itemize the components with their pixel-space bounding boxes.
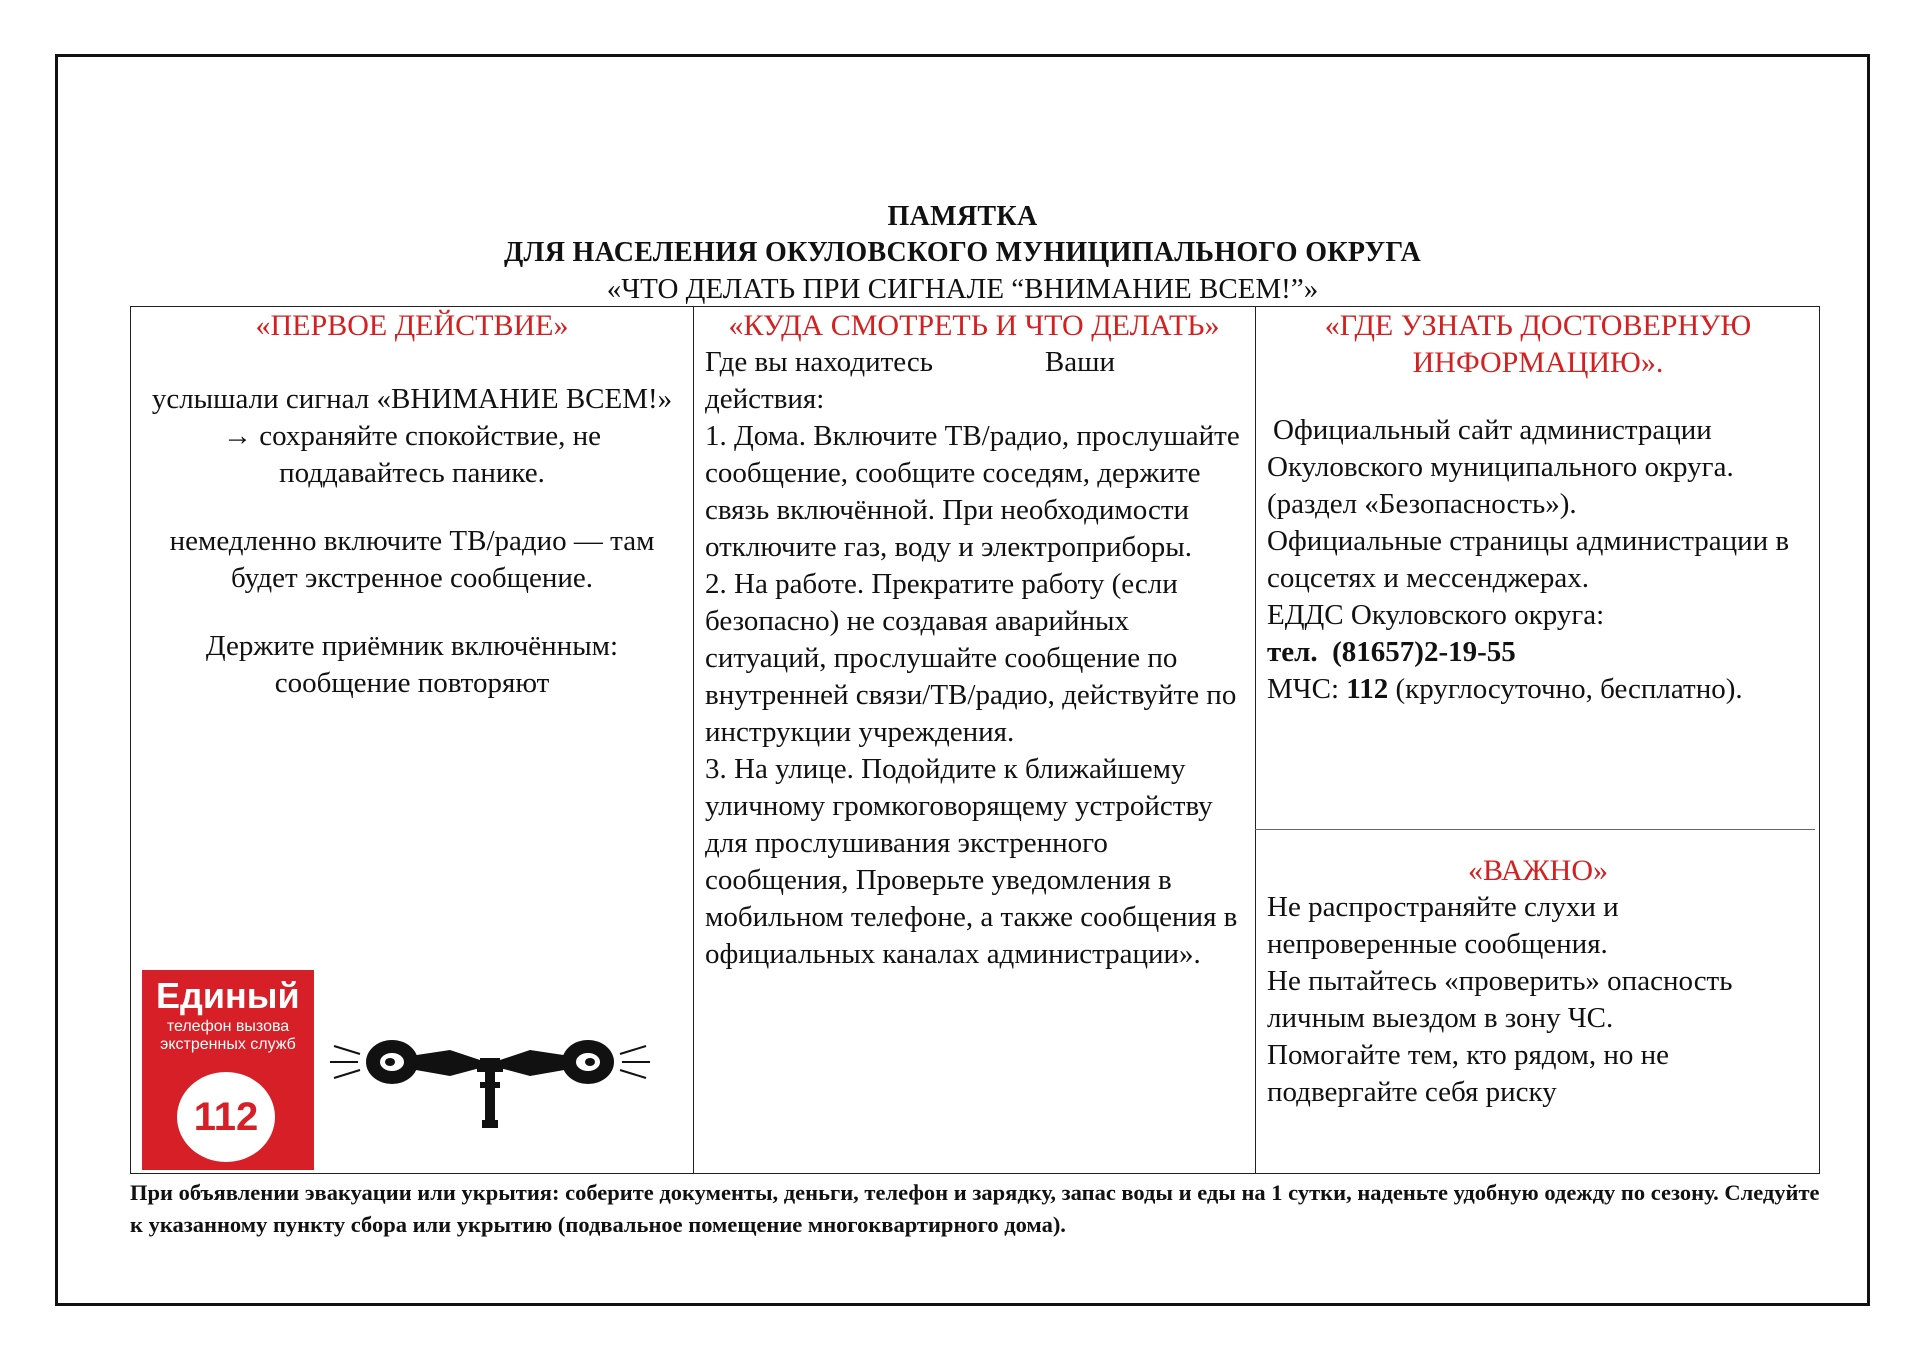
- badge-caption-line1: телефон вызова: [166, 1018, 290, 1035]
- reliable-info-column: [1255, 307, 1821, 1108]
- social-pages-text: Официальные страницы администрации в соцсетях и мессенджерах.: [1267, 525, 1790, 594]
- first-action-text-2: немедленно включите ТВ/радио — там будет экстренное сообщение.: [169, 525, 655, 594]
- page-title: ПАМЯТКА: [887, 201, 1038, 232]
- important-item-2: Не пытайтесь «проверить» опасность личным выездом в зону ЧС.: [1267, 965, 1733, 1034]
- phone-number: (81657)2-19-55: [1332, 636, 1516, 668]
- actions-label-cont: действия:: [705, 383, 825, 415]
- header: [55, 199, 1870, 307]
- badge-title: Единый: [156, 975, 300, 1016]
- first-action-heading: «ПЕРВОЕ ДЕЙСТВИЕ»: [255, 309, 569, 342]
- first-action-text-3: Держите приёмник включённым: сообщение повторяют: [205, 630, 619, 699]
- actions-label: Ваши: [1044, 346, 1115, 378]
- signal-title: «ЧТО ДЕЛАТЬ ПРИ СИГНАЛЕ “ВНИМАНИЕ ВСЕМ!”»: [606, 273, 1319, 305]
- section-divider: [1255, 829, 1815, 830]
- edds-text: ЕДДС Окуловского округа:: [1267, 599, 1605, 631]
- phone-label: тел.: [1267, 636, 1318, 668]
- where-to-look-heading: «КУДА СМОТРЕТЬ И ЧТО ДЕЛАТЬ»: [728, 309, 1220, 342]
- edds-phone: [1267, 634, 1813, 671]
- mchs-line: [1267, 671, 1813, 708]
- important-item-3: Помогайте тем, кто рядом, но не подвергайте себя риску: [1267, 1039, 1670, 1108]
- action-item-work: 2. На работе. Прекратите работу (если безопасно) не создавая аварийных ситуаций, прослушайте сообщение по внутренней связи/ТВ/радио, действуйте по инструкции учреждения.: [705, 568, 1237, 748]
- evacuation-note: При объявлении эвакуации или укрытия: соберите документы, деньги, телефон и зарядку, запас воды и еды на 1 сутки, наденьте удобную одежду по сезону. Следуйте к указанному пункту сбора или укрытию (подвальное помещение многоквартирного дома).: [130, 1180, 1820, 1237]
- first-action-text-1: услышали сигнал «ВНИМАНИЕ ВСЕМ!» → сохраняйте спокойствие, не поддавайтесь панике.: [151, 383, 673, 489]
- action-item-home: 1. Дома. Включите ТВ/радио, прослушайте сообщение, сообщите соседям, держите связь включённой. При необходимости отключите газ, воду и электроприборы.: [705, 420, 1240, 563]
- mchs-label: МЧС:: [1267, 673, 1340, 705]
- important-heading: «ВАЖНО»: [1468, 854, 1608, 887]
- badge-caption: [142, 1018, 314, 1054]
- emergency-112-badge: [142, 970, 314, 1170]
- page-subtitle: ДЛЯ НАСЕЛЕНИЯ ОКУЛОВСКОГО МУНИЦИПАЛЬНОГО ОКРУГА: [503, 237, 1422, 268]
- important-section: [1255, 852, 1821, 1111]
- siren-loudspeaker-icon: [330, 1020, 650, 1130]
- reliable-info-heading: «ГДЕ УЗНАТЬ ДОСТОВЕРНУЮ ИНФОРМАЦИЮ».: [1324, 309, 1752, 379]
- official-site-text: Официальный сайт администрации Окуловского муниципального округа. (раздел «Безопасность»).: [1267, 414, 1734, 520]
- badge-number-circle: [177, 1072, 275, 1162]
- badge-number: 112: [193, 1094, 259, 1139]
- column-subheader: [705, 344, 1115, 381]
- important-item-1: Не распространяйте слухи и непроверенные сообщения.: [1267, 891, 1619, 960]
- location-label: Где вы находитесь: [705, 346, 933, 378]
- mchs-note: (круглосуточно, бесплатно).: [1395, 673, 1743, 705]
- first-action-column: [131, 307, 693, 702]
- badge-caption-line2: экстренных служб: [160, 1036, 296, 1053]
- where-to-look-column: [693, 307, 1255, 973]
- mchs-number: 112: [1346, 673, 1389, 705]
- action-item-street: 3. На улице. Подойдите к ближайшему уличному громкоговорящему устройству для прослушивания экстренного сообщения, Проверьте уведомления в мобильном телефоне, а также сообщения в официальных каналах администрации».: [705, 753, 1238, 970]
